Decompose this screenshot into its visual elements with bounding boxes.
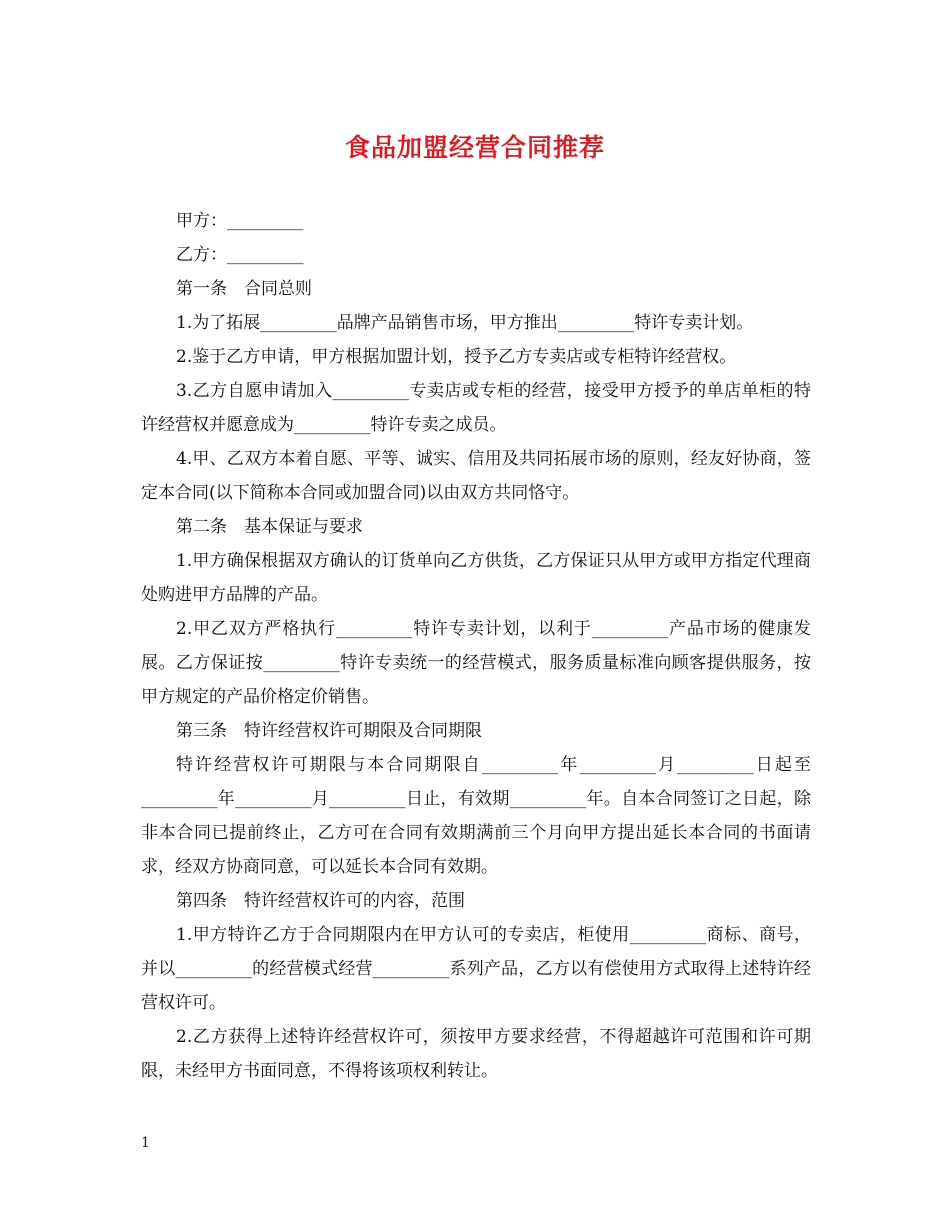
article-4-heading: 第四条 特许经营权许可的内容，范围 (176, 891, 465, 911)
article-4-clause-2: 2.乙方获得上述特许经营权许可，须按甲方要求经营，不得超越许可范围和许可期限，未经甲方书面同意，不得将该项权利转让。 (141, 1027, 811, 1081)
article-3-text: 特许经营权许可期限与本合同期限自_________年_________月_________日起至_________年_________月_________日止，有效期_________年。自本合同签订之日起，除非本合同已提前终止，乙方可在合同有效期满前三个月向甲方提出延长本合同的书面请求，经双方协商同意，可以延长本合同有效期。 (141, 755, 811, 877)
article-1-clause-2: 2.鉴于乙方申请，甲方根据加盟计划，授予乙方专卖店或专柜特许经营权。 (176, 347, 737, 367)
article-1-clause-1: 1.为了拓展_________品牌产品销售市场，甲方推出_________特许专卖计划。 (176, 313, 754, 333)
contract-body (141, 204, 811, 1088)
article-1-heading: 第一条 合同总则 (176, 279, 312, 299)
article-1-clause-4: 4.甲、乙双方本着自愿、平等、诚实、信用及共同拓展市场的原则，经友好协商，签定本合同(以下简称本合同或加盟合同)以由双方共同恪守。 (141, 449, 811, 503)
party-b-line: 乙方：_________ (176, 245, 304, 265)
article-1-clause-3: 3.乙方自愿申请加入_________专卖店或专柜的经营，接受甲方授予的单店单柜的特许经营权并愿意成为_________特许专卖之成员。 (141, 381, 811, 435)
article-3-heading: 第三条 特许经营权许可期限及合同期限 (176, 721, 482, 741)
article-2-heading: 第二条 基本保证与要求 (176, 517, 363, 537)
article-2-clause-2: 2.甲乙双方严格执行_________特许专卖计划，以利于_________产品市场的健康发展。乙方保证按_________特许专卖统一的经营模式，服务质量标准向顾客提供服务，按甲方规定的产品价格定价销售。 (141, 619, 811, 707)
party-a-line: 甲方：_________ (176, 211, 304, 231)
document-title: 食品加盟经营合同推荐 (344, 133, 605, 162)
article-4-clause-1: 1.甲方特许乙方于合同期限内在甲方认可的专卖店，柜使用_________商标、商号，并以_________的经营模式经营_________系列产品，乙方以有偿使用方式取得上述特许经营权许可。 (141, 925, 811, 1013)
article-2-clause-1: 1.甲方确保根据双方确认的订货单向乙方供货，乙方保证只从甲方或甲方指定代理商处购进甲方品牌的产品。 (141, 551, 811, 605)
page-number: 1 (141, 1135, 150, 1151)
